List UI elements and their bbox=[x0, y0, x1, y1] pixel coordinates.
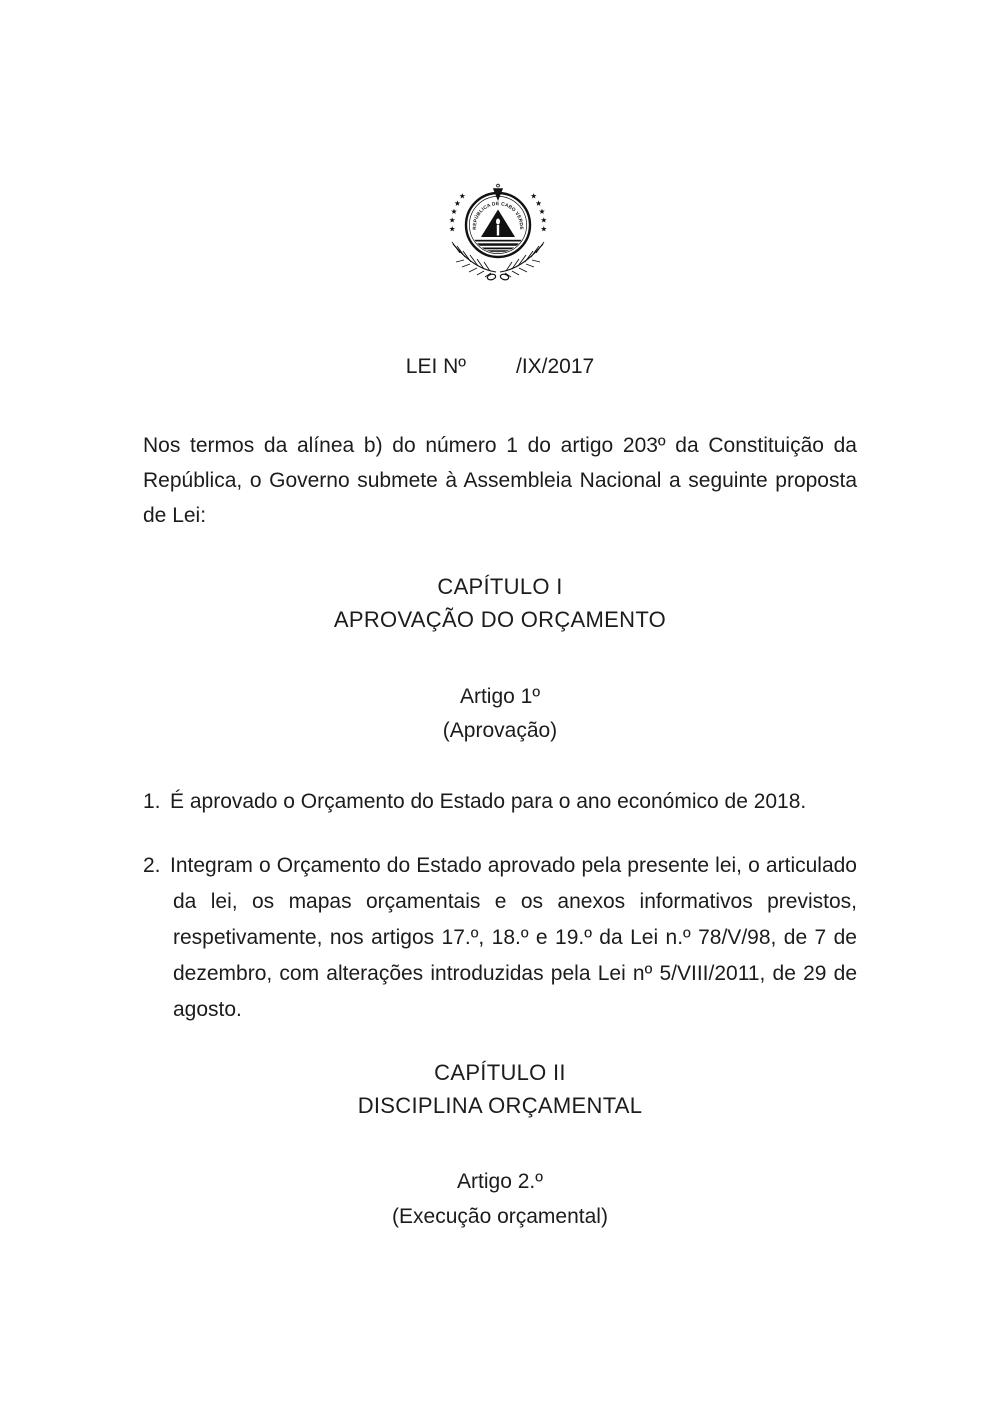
chapter-2-subheading: DISCIPLINA ORÇAMENTAL bbox=[357, 1093, 643, 1118]
chapter-1-heading: CAPÍTULO I bbox=[437, 574, 563, 599]
law-title-suffix: /IX/2017 bbox=[515, 355, 595, 378]
item-1-text: É aprovado o Orçamento do Estado para o ano económico de 2018. bbox=[170, 790, 807, 813]
chapter-2-heading-block bbox=[143, 1056, 857, 1122]
article-1-heading-block bbox=[143, 680, 857, 748]
chain-icon bbox=[487, 273, 509, 280]
law-title-prefix: LEI Nº bbox=[405, 355, 466, 378]
chapter-1-heading-block bbox=[143, 570, 857, 636]
article-1-number: Artigo 1º bbox=[459, 685, 541, 708]
article-1-item-1 bbox=[143, 784, 857, 820]
sea-bars-icon bbox=[468, 240, 528, 255]
chapter-2-heading: CAPÍTULO II bbox=[434, 1060, 566, 1085]
item-1-number: 1. bbox=[143, 790, 161, 813]
torch-triangle-icon bbox=[481, 210, 515, 238]
cape-verde-coat-of-arms-icon bbox=[440, 182, 560, 290]
chapter-1-subheading: APROVAÇÃO DO ORÇAMENTO bbox=[333, 607, 667, 632]
intro-paragraph: Nos termos da alínea b) do número 1 do artigo 203º da Constituição da República, o Governo submete à Assembleia Nacional a seguinte proposta de Lei: bbox=[143, 434, 857, 527]
item-2-text: Integram o Orçamento do Estado aprovado pela presente lei, o articulado da lei, os mapas orçamentais e os anexos informativos previstos, respetivamente, nos artigos 17.º, 18.º e 19.º da Lei n.º 78/V/98, de 7 de dezembro, com alterações introduzidas pela Lei nº 5/VIII/2011, de 29 de agosto. bbox=[170, 854, 857, 1021]
emblem-motto-text: REPÚBLICA DE CABO VERDE bbox=[472, 202, 524, 230]
article-2-number: Artigo 2.º bbox=[457, 1170, 543, 1193]
law-title bbox=[143, 354, 857, 379]
article-2-heading-block bbox=[143, 1164, 857, 1234]
item-2-number: 2. bbox=[143, 854, 161, 877]
article-1-item-2 bbox=[143, 848, 857, 1028]
article-1-name: (Aprovação) bbox=[442, 719, 558, 742]
article-2-name: (Execução orçamental) bbox=[392, 1205, 608, 1228]
